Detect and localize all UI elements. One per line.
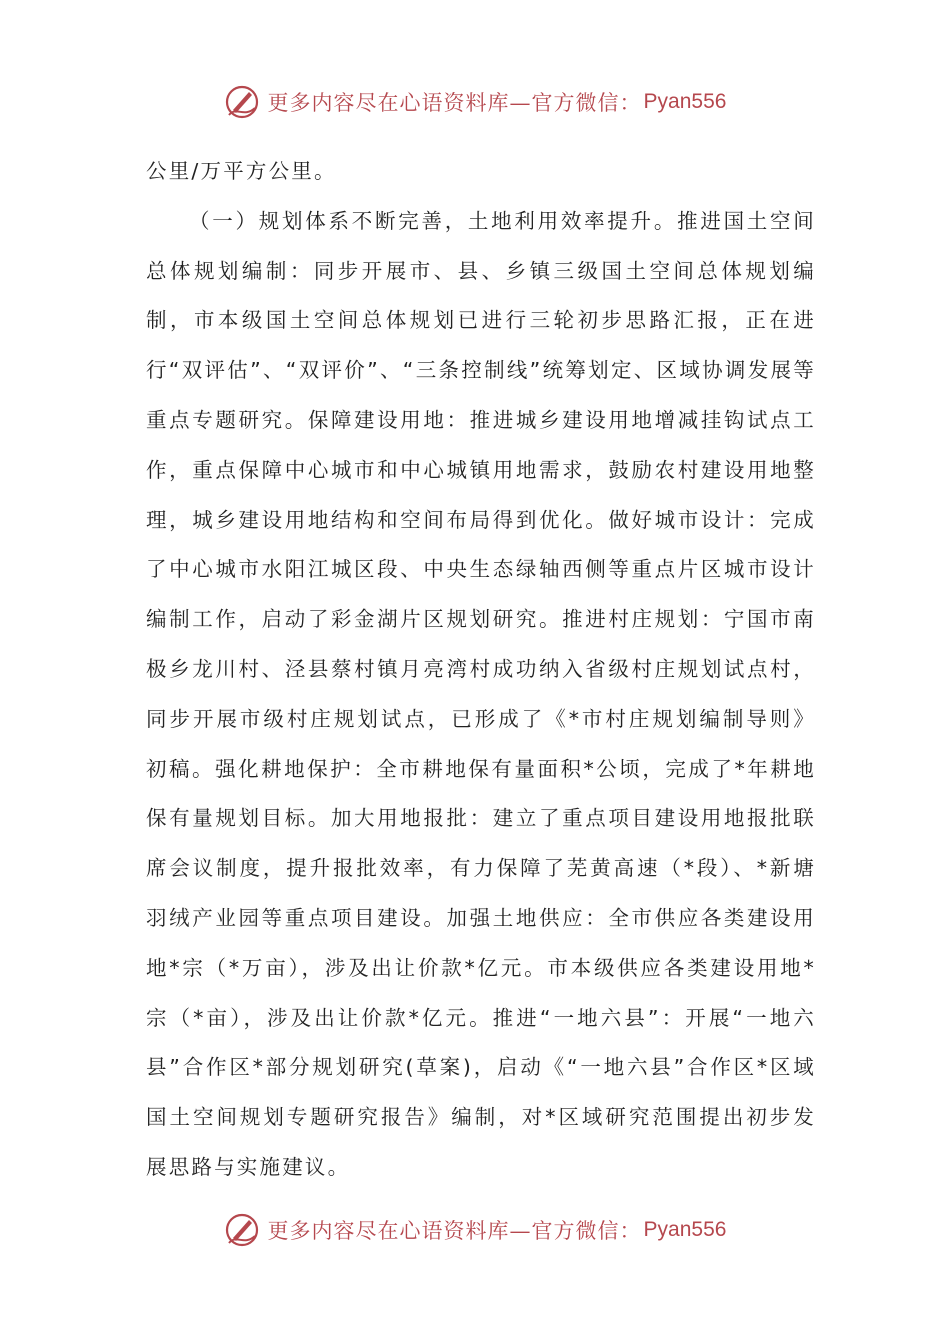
header-banner xyxy=(0,80,950,124)
footer-banner-id: Pyan556 xyxy=(643,1218,727,1241)
pen-signature-icon xyxy=(224,84,260,120)
footer-banner-text: 更多内容尽在心语资料库—官方微信： xyxy=(267,1219,642,1243)
header-banner-text: 更多内容尽在心语资料库—官方微信： xyxy=(267,91,642,115)
pen-signature-icon xyxy=(224,1212,260,1248)
body-paragraph: （一）规划体系不断完善，土地利用效率提升。推进国土空间总体规划编制：同步开展市、县、乡镇三级国土空间总体规划编制，市本级国土空间总体规划已进行三轮初步思路汇报，正在进行“双评估”、“双评价”、“三条控制线”统筹划定、区域协调发展等重点专题研究。保障建设用地：推进城乡建设用地增减挂钩试点工作，重点保障中心城市和中心城镇用地需求，鼓励农村建设用地整理，城乡建设用地结构和空间布局得到优化。做好城市设计：完成了中心城市水阳江城区段、中央生态绿轴西侧等重点片区城市设计编制工作，启动了彩金湖片区规划研究。推进村庄规划：宁国市南极乡龙川村、泾县蔡村镇月亮湾村成功纳入省级村庄规划试点村，同步开展市级村庄规划试点，已形成了《*市村庄规划编制导则》初稿。强化耕地保护：全市耕地保有量面积*公顷，完成了*年耕地保有量规划目标。加大用地报批：建立了重点项目建设用地报批联席会议制度，提升报批效率，有力保障了芜黄高速（*段）、*新塘羽绒产业园等重点项目建设。加强土地供应：全市供应各类建设用地*宗（*万亩），涉及出让价款*亿元。市本级供应各类建设用地*宗（*亩），涉及出让价款*亿元。推进“一地六县”：开展“一地六县”合作区*部分规划研究(草案)，启动《“一地六县”合作区*区域国土空间规划专题研究报告》编制，对*区域研究范围提出初步发展思路与实施建议。 xyxy=(146,208,816,1179)
document-body xyxy=(146,147,816,1193)
footer-banner xyxy=(0,1208,950,1252)
continuation-line: 公里/万平方公里。 xyxy=(146,159,337,183)
header-banner-id: Pyan556 xyxy=(643,90,727,113)
